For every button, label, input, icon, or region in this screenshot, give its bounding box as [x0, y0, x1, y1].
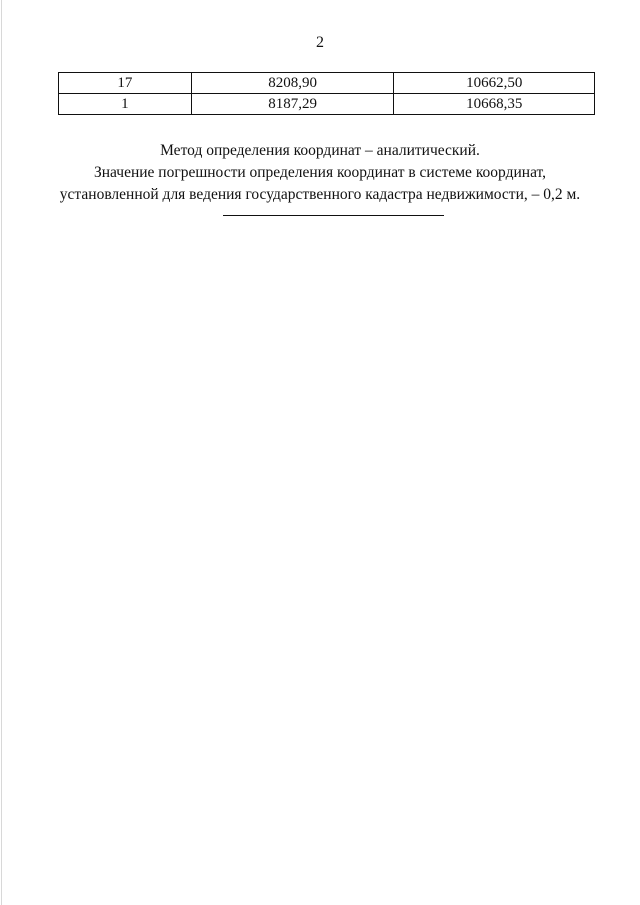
- table-cell-x: 8208,90: [191, 73, 394, 94]
- table-cell-point: 17: [59, 73, 192, 94]
- end-of-document-rule: [223, 215, 444, 216]
- coordinates-table: [58, 72, 595, 115]
- accuracy-text-line-2: установленной для ведения государственного кадастра недвижимости, – 0,2 м.: [59, 186, 581, 203]
- table-cell-point: 1: [59, 94, 192, 115]
- page-edge: [1, 0, 2, 905]
- page-number: 2: [316, 34, 324, 51]
- table-row: [59, 73, 595, 94]
- table-cell-y: 10662,50: [394, 73, 595, 94]
- method-text: Метод определения координат – аналитический.: [160, 142, 480, 159]
- table-row: [59, 94, 595, 115]
- accuracy-text-line-1: Значение погрешности определения координат в системе координат,: [93, 164, 547, 181]
- table-cell-x: 8187,29: [191, 94, 394, 115]
- table-cell-y: 10668,35: [394, 94, 595, 115]
- body-text: [0, 140, 640, 206]
